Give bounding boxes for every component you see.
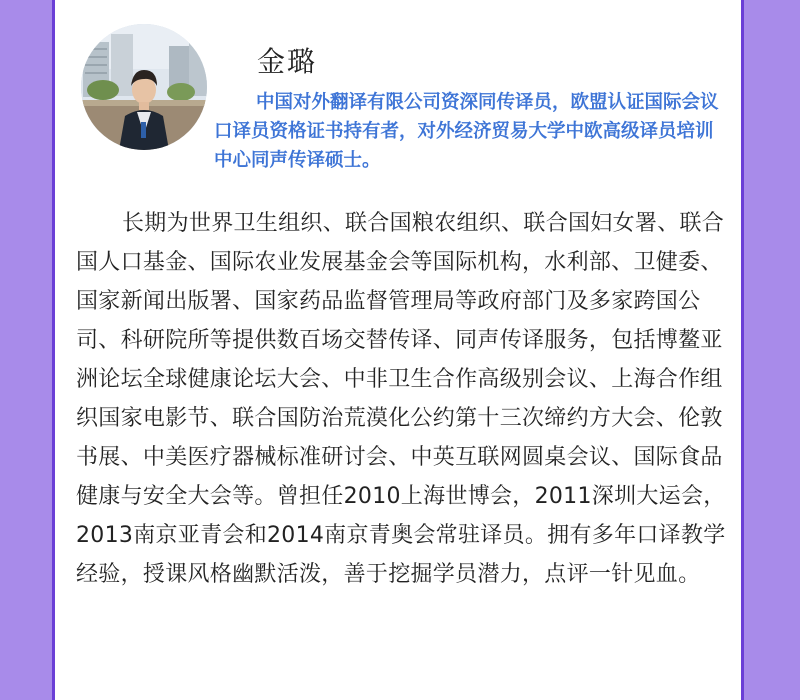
avatar bbox=[81, 24, 207, 150]
person-title: 中国对外翻译有限公司资深同传译员，欧盟认证国际会议口译员资格证书持有者，对外经济贸易大学中欧高级译员培训中心同声传译硕士。 bbox=[214, 92, 719, 171]
person-bio: 长期为世界卫生组织、联合国粮农组织、联合国妇女署、联合国人口基金、国际农业发展基金会等国际机构，水利部、卫健委、国家新闻出版署、国家药品监督管理局等政府部门及多家跨国公司、科研院所等提供数百场交替传译、同声传译服务，包括博鳌亚洲论坛全球健康论坛大会、中非卫生合作高级别会议、上海合作组织国家电影节、联合国防治荒漠化公约第十三次缔约方大会、伦敦书展、中美医疗器械标准研讨会、中英互联网圆桌会议、国际食品健康与安全大会等。曾担任2010上海世博会，2011深圳大运会，2013南京亚青会和2014南京青奥会常驻译员。拥有多年口译教学经验，授课风格幽默活泼，善于挖掘学员潜力，点评一针见血。 bbox=[76, 211, 726, 587]
avatar-photo bbox=[81, 24, 207, 150]
person-name: 金璐 bbox=[257, 45, 318, 78]
